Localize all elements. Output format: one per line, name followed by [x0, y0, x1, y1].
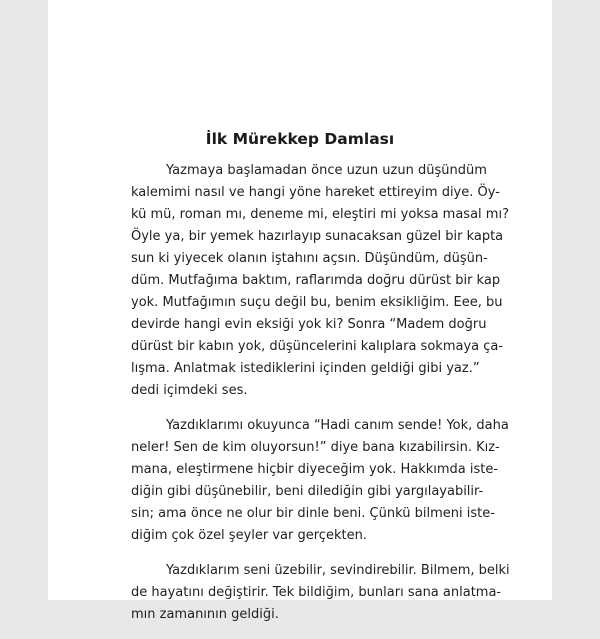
- paragraph-2: [131, 415, 547, 547]
- text-line: Öyle ya, bir yemek hazırlayıp sunacaksan güzel bir kapta: [131, 229, 504, 244]
- book-page: [48, 0, 552, 622]
- text-line: düm. Mutfağıma baktım, raflarımda doğru dürüst bir kap: [131, 273, 501, 288]
- text-line: mana, eleştirmene hiçbir diyeceğim yok. Hakkımda iste-: [131, 462, 499, 477]
- chapter-body: [131, 160, 547, 639]
- text-line: neler! Sen de kim oluyorsun!” diye bana kızabilirsin. Kız-: [131, 440, 500, 455]
- paragraph-1: [131, 160, 547, 402]
- chapter-title: İlk Mürekkep Damlası: [205, 130, 395, 148]
- text-line: Yazdıklarım seni üzebilir, sevindirebilir. Bilmem, belki: [166, 563, 510, 578]
- text-line: sun ki yiyecek olanın iştahını açsın. Düşündüm, düşün-: [131, 251, 488, 266]
- text-line: de hayatını değiştirir. Tek bildiğim, bunları sana anlatma-: [131, 585, 502, 600]
- text-line: lışma. Anlatmak istediklerini içinden geldiği gibi yaz.”: [131, 361, 480, 376]
- text-line: dedi içimdeki ses.: [131, 383, 248, 398]
- text-line: kalemimi nasıl ve hangi yöne hareket ettireyim diye. Öy-: [131, 185, 500, 200]
- text-line: yok. Mutfağımın suçu değil bu, benim eksikliğim. Eee, bu: [131, 295, 503, 310]
- text-line: mın zamanının geldiği.: [131, 607, 279, 622]
- text-line: Yazmaya başlamadan önce uzun uzun düşündüm: [166, 163, 487, 178]
- text-line: sin; ama önce ne olur bir dinle beni. Çünkü bilmeni iste-: [131, 506, 495, 521]
- text-line: Yazdıklarımı okuyunca “Hadi canım sende! Yok, daha: [166, 418, 509, 433]
- text-line: devirde hangi evin eksiği yok ki? Sonra “Madem doğru: [131, 317, 487, 332]
- paragraph-3: [131, 560, 547, 626]
- text-line: dürüst bir kabın yok, düşüncelerini kalıplara sokmaya ça-: [131, 339, 504, 354]
- text-line: diğin gibi düşünebilir, beni dilediğin gibi yargılayabilir-: [131, 484, 484, 499]
- text-line: diğim çok özel şeyler var gerçekten.: [131, 528, 367, 543]
- text-line: kü mü, roman mı, deneme mi, eleştiri mi yoksa masal mı?: [131, 207, 509, 222]
